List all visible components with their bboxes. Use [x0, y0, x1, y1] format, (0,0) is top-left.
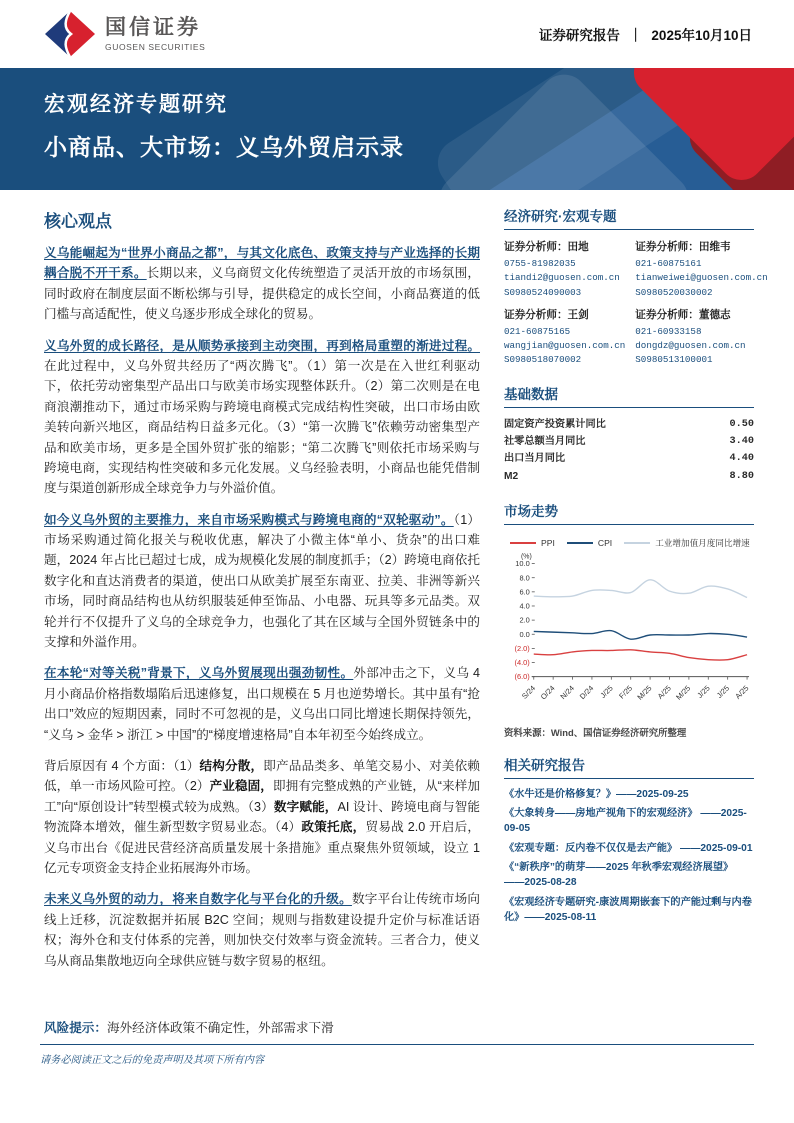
info-column — [504, 205, 768, 1051]
svg-text:10.0: 10.0 — [515, 559, 530, 569]
report-list-item: 《宏观经济专题研究-康波周期嵌套下的产能过剩与内卷化》——2025-08-11 — [504, 896, 752, 923]
analyst-name: 证券分析师：田地 — [504, 241, 589, 253]
legend-line-swatch — [510, 542, 536, 544]
analyst-email: wangjian@guosen.com.cn — [504, 340, 626, 351]
body-text: 外部冲击之下，义乌 4 月小商品价格指数塌陷后迅速修复，出口规模在 5 月也逆势增长。其中虽有“抢出口”效应的短期因素，同时不可忽视的是，义乌出口同比增速长期保持领先，“义乌 > 金华 > 浙江 > 中国”的“梯度增速格局”自本年初至今始终成立。 — [44, 666, 481, 742]
svg-text:D/24: D/24 — [577, 683, 596, 701]
core-paragraphs — [44, 243, 480, 971]
core-view-column — [44, 205, 480, 1051]
emphasis-text: 结构分散， — [199, 758, 264, 773]
body-text: 背后原因有 4 个方面：（1） — [44, 758, 200, 773]
svg-text:A/25: A/25 — [733, 683, 751, 701]
emphasis-text: 风险提示： — [44, 1020, 107, 1035]
market-trend-chart — [504, 549, 754, 721]
svg-text:8.0: 8.0 — [519, 573, 530, 583]
series-工业增加值月度同比增速 — [534, 580, 747, 598]
report-category-title: 宏观经济专题研究 — [44, 93, 228, 116]
page-footer — [40, 1044, 754, 1066]
section-title: 经济研究·宏观专题 — [504, 205, 754, 230]
emphasis-text: 如今义乌外贸的主要推力，来自市场采购模式与跨境电商的“双轮驱动”。 — [44, 512, 454, 527]
top-bar — [0, 0, 794, 68]
analyst-card — [635, 239, 767, 300]
analyst-license-code: S0980524090003 — [504, 286, 582, 298]
body-text: （1）市场采购通过简化报关与税收优惠，解决了小微主体“单小、货杂”的出口难题，2024 年占比已超过七成，成为规模化发展的制度抓手；（2）跨境电商依托数字化和直达消费者的渠道，使出口从欧美扩展至东南亚、拉美、非洲等新兴市场，同时商品结构也从纺织服装延伸至饰品、小电器、玩具等多元品类。双轮并行不仅提升了义乌的全球竞争力，也强化了其在区域与全国外贸链条中的支撑和外溢作用。 — [44, 512, 481, 650]
body-text: 即拥有完整成熟的产业链，从“来样加工”向“原创设计”转型模式较为成熟。（3） — [44, 779, 480, 814]
banner-titles — [44, 88, 404, 162]
basic-data-title: 基础数据 — [504, 383, 754, 408]
analyst-email: dongdz@guosen.com.cn — [635, 340, 746, 351]
body-text: 贸易战 2.0 开启后，义乌市出台《促进民营经济高质量发展十条措施》重点聚焦外贸领域，设立 1 亿元专项资金支持企业拓展海外市场。 — [44, 820, 481, 875]
analyst-list — [504, 239, 768, 368]
svg-text:F/25: F/25 — [617, 683, 635, 701]
analyst-email: tiandi2@guosen.com.cn — [504, 272, 620, 284]
chart-source: 资料来源：Wind、国信证券经济研究所整理 — [504, 726, 687, 738]
analyst-name: 证券分析师：董德志 — [635, 308, 731, 321]
emphasis-text: 未来义乌外贸的动力，将来自数字化与平台化的升级。 — [44, 892, 352, 907]
emphasis-text: 数字赋能， — [273, 799, 338, 814]
paragraph — [44, 336, 480, 499]
basic-data-value: 4.40 — [729, 453, 754, 465]
legend-item — [624, 537, 750, 549]
analyst-license-code: S0980520030002 — [635, 286, 713, 298]
basic-data-row — [504, 433, 754, 450]
svg-text:(2.0): (2.0) — [514, 643, 530, 653]
svg-text:2.0: 2.0 — [519, 615, 530, 625]
basic-data-label: M2 — [504, 470, 519, 482]
svg-text:J/25: J/25 — [714, 683, 732, 700]
svg-text:N/24: N/24 — [558, 683, 576, 701]
report-date: 2025年10月10日 — [651, 28, 752, 43]
svg-text:O/24: O/24 — [538, 683, 557, 702]
svg-text:M/25: M/25 — [674, 683, 693, 702]
basic-data-value: 3.40 — [729, 435, 754, 447]
legend-item — [567, 538, 612, 548]
analyst-card — [504, 239, 625, 300]
related-reports-title: 相关研究报告 — [504, 754, 754, 779]
basic-data-rows — [504, 416, 754, 485]
svg-text:0.0: 0.0 — [519, 629, 530, 639]
related-reports-list — [504, 787, 754, 925]
emphasis-text: 产业稳固， — [209, 779, 273, 794]
series-PPI — [534, 650, 747, 660]
report-type-label: 证券研究报告 — [538, 28, 620, 43]
paragraph — [44, 510, 480, 653]
legend-line-swatch — [567, 542, 593, 544]
basic-data-row — [504, 468, 754, 485]
analyst-phone: 021-60875165 — [504, 325, 571, 337]
basic-data-value: 0.50 — [729, 418, 754, 430]
emphasis-text: 在本轮“对等关税”背景下，义乌外贸展现出强劲韧性。 — [44, 666, 354, 681]
svg-text:4.0: 4.0 — [519, 601, 530, 611]
svg-text:A/25: A/25 — [655, 683, 673, 701]
legend-label: CPI — [597, 537, 613, 548]
analyst-phone: 021-60875161 — [635, 258, 702, 269]
emphasis-text: 政策托底， — [301, 820, 366, 835]
svg-text:(6.0): (6.0) — [514, 672, 530, 682]
body-text: 海外经济体政策不确定性，外部需求下滑 — [106, 1020, 334, 1035]
body-text: 长期以来，义乌商贸文化传统塑造了灵活开放的市场氛围，同时政府在制度层面不断松绑与引导，提供稳定的成长空间，小商品赛道的低门槛与高适配性，使义乌逐步形成全球化的贸易。 — [44, 266, 481, 322]
emphasis-text: 义乌外贸的成长路径，是从顺势承接到主动突围，再到格局重塑的渐进过程。 — [44, 338, 480, 353]
svg-text:S/24: S/24 — [519, 683, 538, 701]
header-meta — [539, 24, 752, 44]
svg-text:6.0: 6.0 — [519, 587, 530, 597]
report-list-item: 《宏观专题：反内卷不仅仅是去产能》 ——2025-09-01 — [504, 842, 753, 854]
legend-label: 工业增加值月度同比增速 — [655, 537, 750, 548]
chart-legend — [510, 537, 754, 549]
guosen-logo — [44, 10, 205, 58]
basic-data-label: 社零总额当月同比 — [504, 435, 586, 447]
legend-item — [510, 538, 555, 548]
body-text: 在此过程中，义乌外贸共经历了“两次腾飞”。（1）第一次是在入世红利驱动下，依托劳动密集型产品出口与欧美市场实现整体跃升。（2）第二次则是在电商浪潮推动下，通过市场采购与跨境电商模式完成结构性突破，出口市场由欧美转向新兴地区，商品结构日益多元化。（3）“第一次腾飞”依赖劳动密集型产品和欧美市场，更多是全国外贸扩张的缩影；“第二次腾飞”则依托市场采购与跨境电商，实现结构性突破和多元化发展。义乌经验表明，小商品也能凭借制度与渠道创新形成全球竞争力与外溢价值。 — [44, 358, 480, 496]
logo-name-en: GUOSEN SECURITIES — [105, 42, 206, 53]
basic-data-row — [504, 450, 754, 467]
report-list-item: 《水牛还是价格修复？》——2025-09-25 — [504, 788, 689, 800]
logo-text — [105, 16, 205, 52]
body-text: 即产品品类多、单笔交易小、对美依赖低，单一市场风险可控。（2） — [44, 758, 480, 794]
content-area — [0, 190, 794, 1051]
report-list-item: 《大象转身——房地产视角下的宏观经济》 ——2025-09-05 — [504, 808, 747, 835]
report-list-item: 《“新秩序”的萌芽——2025 年秋季宏观经济展望》 ——2025-08-28 — [504, 862, 734, 889]
series-CPI — [534, 630, 747, 639]
guosen-logo-icon — [44, 10, 96, 58]
svg-text:(%): (%) — [520, 553, 532, 561]
logo-name-cn: 国信证券 — [105, 15, 201, 39]
analyst-phone: 0755-81982035 — [504, 258, 576, 269]
analyst-license-code: S0980513100001 — [635, 354, 713, 366]
legend-line-swatch — [624, 542, 650, 544]
paragraph — [44, 663, 480, 745]
header-separator: ｜ — [628, 28, 643, 43]
analyst-card — [504, 307, 625, 368]
svg-text:J/25: J/25 — [695, 683, 712, 700]
analyst-license-code: S0980518070002 — [504, 354, 582, 366]
market-trend-title: 市场走势 — [504, 500, 754, 525]
analyst-card — [635, 307, 767, 368]
svg-text:M/25: M/25 — [635, 683, 654, 702]
title-banner — [0, 68, 794, 190]
emphasis-text: 义乌能崛起为“世界小商品之都”，与其文化底色、政策支持与产业选择的长期耦合脱不开干系。 — [44, 246, 480, 281]
body-text: 数字平台让传统市场向线上迁移，沉淀数据并拓展 B2C 空间；规则与指数建设提升定价与标准话语权；海外仓和支付体系的完善，则加快交付效率与资金流转。三者合力，使义乌从商品集散地迈向全球供应链与数字贸易的枢纽。 — [44, 892, 481, 968]
body-text: AI 设计、跨境电商与智能物流降本增效，催生新型数字贸易业态。（4） — [44, 799, 480, 835]
basic-data-label: 出口当月同比 — [504, 453, 566, 465]
basic-data-value: 8.80 — [729, 470, 754, 482]
svg-text:(4.0): (4.0) — [514, 657, 530, 667]
paragraph — [44, 243, 480, 325]
analyst-name: 证券分析师：田维韦 — [635, 241, 731, 253]
report-main-title: 小商品、大市场：义乌外贸启示录 — [44, 134, 404, 160]
analyst-email: tianweiwei@guosen.com.cn — [635, 272, 768, 284]
paragraph — [44, 889, 480, 971]
analyst-phone: 021-60933158 — [635, 325, 702, 337]
svg-text:J/25: J/25 — [598, 683, 615, 700]
paragraph — [44, 756, 480, 878]
core-view-title: 核心观点 — [44, 212, 112, 231]
basic-data-label: 固定资产投资累计同比 — [504, 418, 606, 430]
basic-data-row — [504, 416, 754, 433]
legend-label: PPI — [541, 537, 555, 548]
risk-notice — [44, 1018, 480, 1038]
disclaimer-text: 请务必阅读正文之后的免责声明及其项下所有内容 — [40, 1055, 265, 1066]
analyst-name: 证券分析师：王剑 — [504, 308, 589, 321]
